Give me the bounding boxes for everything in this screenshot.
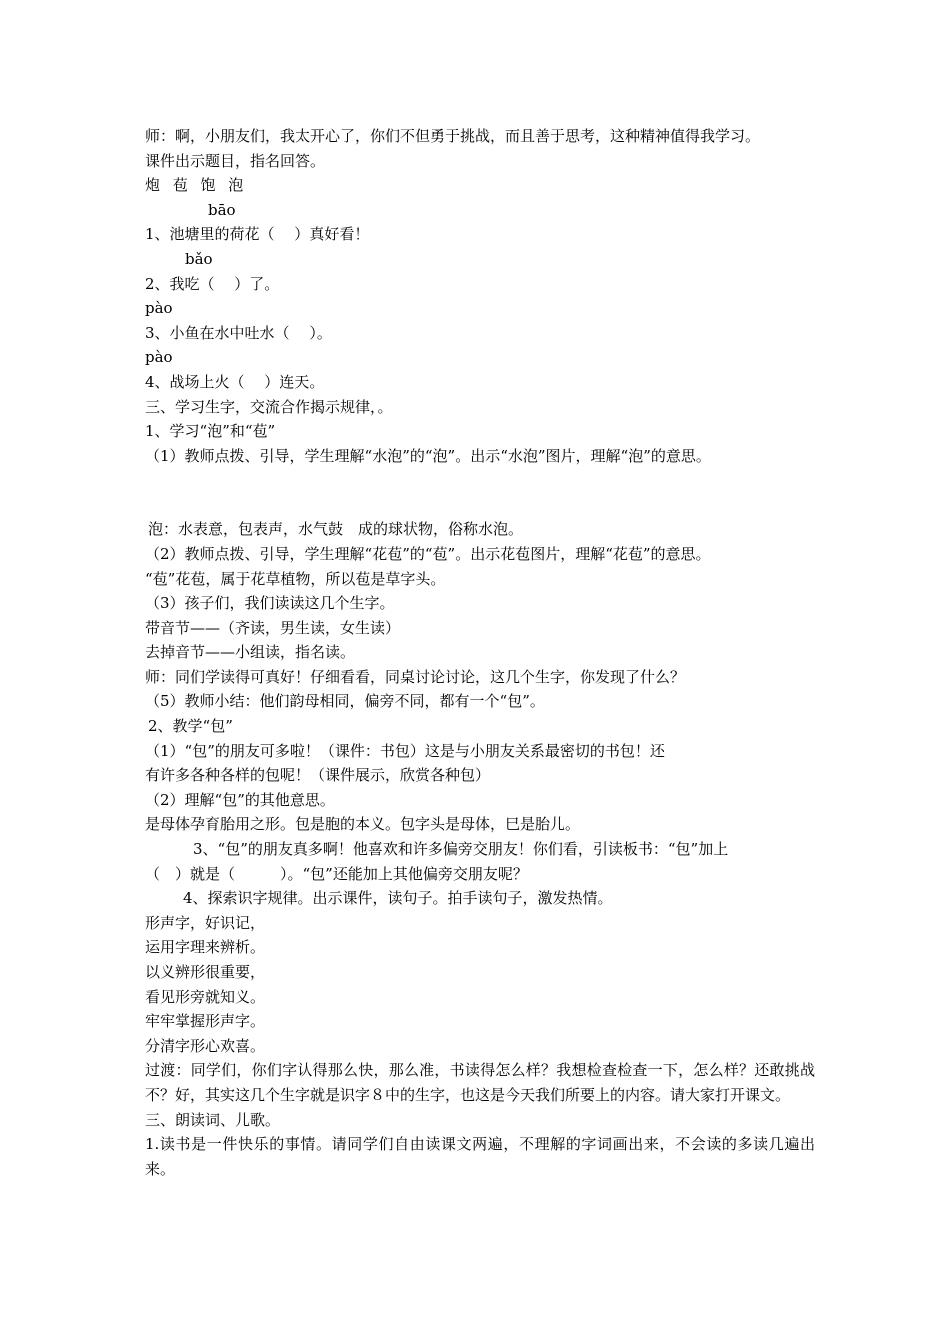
pinyin-line: bāo: [208, 200, 236, 219]
text-line: 4、探索识字规律。出示课件，读句子。拍手读句子，激发热情。: [183, 889, 613, 908]
rhyme-line: 牢牢掌握形声字。: [145, 1012, 266, 1031]
rhyme-line: 运用字理来辨析。: [145, 938, 266, 957]
text-line: （3）孩子们，我们读读这几个生字。: [145, 594, 395, 613]
text-line: 2、我吃（ ）了。: [145, 274, 280, 293]
text-line: 4、战场上火（ ）连天。: [145, 372, 325, 391]
text-line: 泡：水表意，包表声，水气鼓 成的球状物，俗称水泡。: [148, 520, 524, 539]
text-line: 3、小鱼在水中吐水（ ）。: [145, 323, 332, 342]
rhyme-line: 分清字形心欢喜。: [145, 1036, 266, 1055]
subheading: 1、学习“泡”和“苞”: [145, 422, 276, 441]
text-line: 3、“包”的朋友真多啊！他喜欢和许多偏旁交朋友！你们看，引读板书：“包”加上: [193, 840, 729, 859]
rhyme-line: 看见形旁就知义。: [145, 987, 266, 1006]
text-line: （1）教师点拨、引导，学生理解“水泡”的“泡”。出示“水泡”图片，理解“泡”的意思。: [145, 446, 711, 465]
blank-space: [145, 468, 815, 517]
pinyin-line: pào: [145, 348, 173, 367]
text-line: 是母体孕育胎用之形。包是胞的本义。包字头是母体，巳是胎儿。: [145, 815, 581, 834]
section-heading: 三、学习生字，交流合作揭示规律，。: [145, 397, 393, 416]
text-line: （2）教师点拨、引导，学生理解“花苞”的“苞”。出示花苞图片，理解“花苞”的意思。: [145, 544, 711, 563]
section-heading: 三、朗读词、儿歌。: [145, 1110, 281, 1129]
text-line: （ ）就是（ ）。“包”还能加上其他偏旁交朋友呢？: [145, 864, 528, 883]
text-line: 带音节——（齐读，男生读，女生读）: [145, 618, 401, 637]
pinyin-line: bǎo: [185, 249, 213, 268]
text-line: 炮 苞 饱 泡: [145, 176, 248, 195]
pinyin-line: pào: [145, 299, 173, 318]
paragraph: 过渡：同学们，你们字认得那么快，那么准，书读得怎么样？我想检查检查一下，怎么样？还敢挑战不？好，其实这几个生字就是识字８中的生字，也这是今天我们所要上的内容。请大家打开课文。: [145, 1061, 815, 1104]
text-line: 师：同们学读得可真好！仔细看看，同桌讨论讨论，这几个生字，你发现了什么？: [145, 667, 686, 686]
text-line: 课件出示题目，指名回答。: [145, 151, 326, 170]
text-line: 师：啊，小朋友们，我太开心了，你们不但勇于挑战，而且善于思考，这种精神值得我学习。: [145, 127, 761, 145]
text-line: （2）理解“包”的其他意思。: [145, 790, 335, 809]
text-line: 去掉音节——小组读，指名读。: [145, 643, 356, 662]
rhyme-line: 形声字，好识记，: [145, 913, 266, 932]
subheading: 2、教学“包”: [148, 717, 233, 736]
rhyme-line: 以义辨形很重要，: [145, 963, 266, 981]
document-body: [145, 124, 815, 1181]
text-line: “苞”花苞，属于花草植物，所以苞是草字头。: [145, 569, 446, 588]
text-line: （1）“包”的朋友可多啦！（课件：书包）这是与小朋友关系最密切的书包！还: [145, 741, 665, 760]
text-line: 有许多各种各样的包呢！（课件展示，欣赏各种包）: [145, 766, 491, 785]
text-line: 1、池塘里的荷花（ ）真好看！: [145, 225, 370, 244]
paragraph: 1.读书是一件快乐的事情。请同学们自由读课文两遍，不理解的字词画出来，不会读的多读几遍出来。: [145, 1135, 815, 1178]
text-line: （5）教师小结：他们韵母相同，偏旁不同，都有一个“包”。: [145, 692, 545, 711]
